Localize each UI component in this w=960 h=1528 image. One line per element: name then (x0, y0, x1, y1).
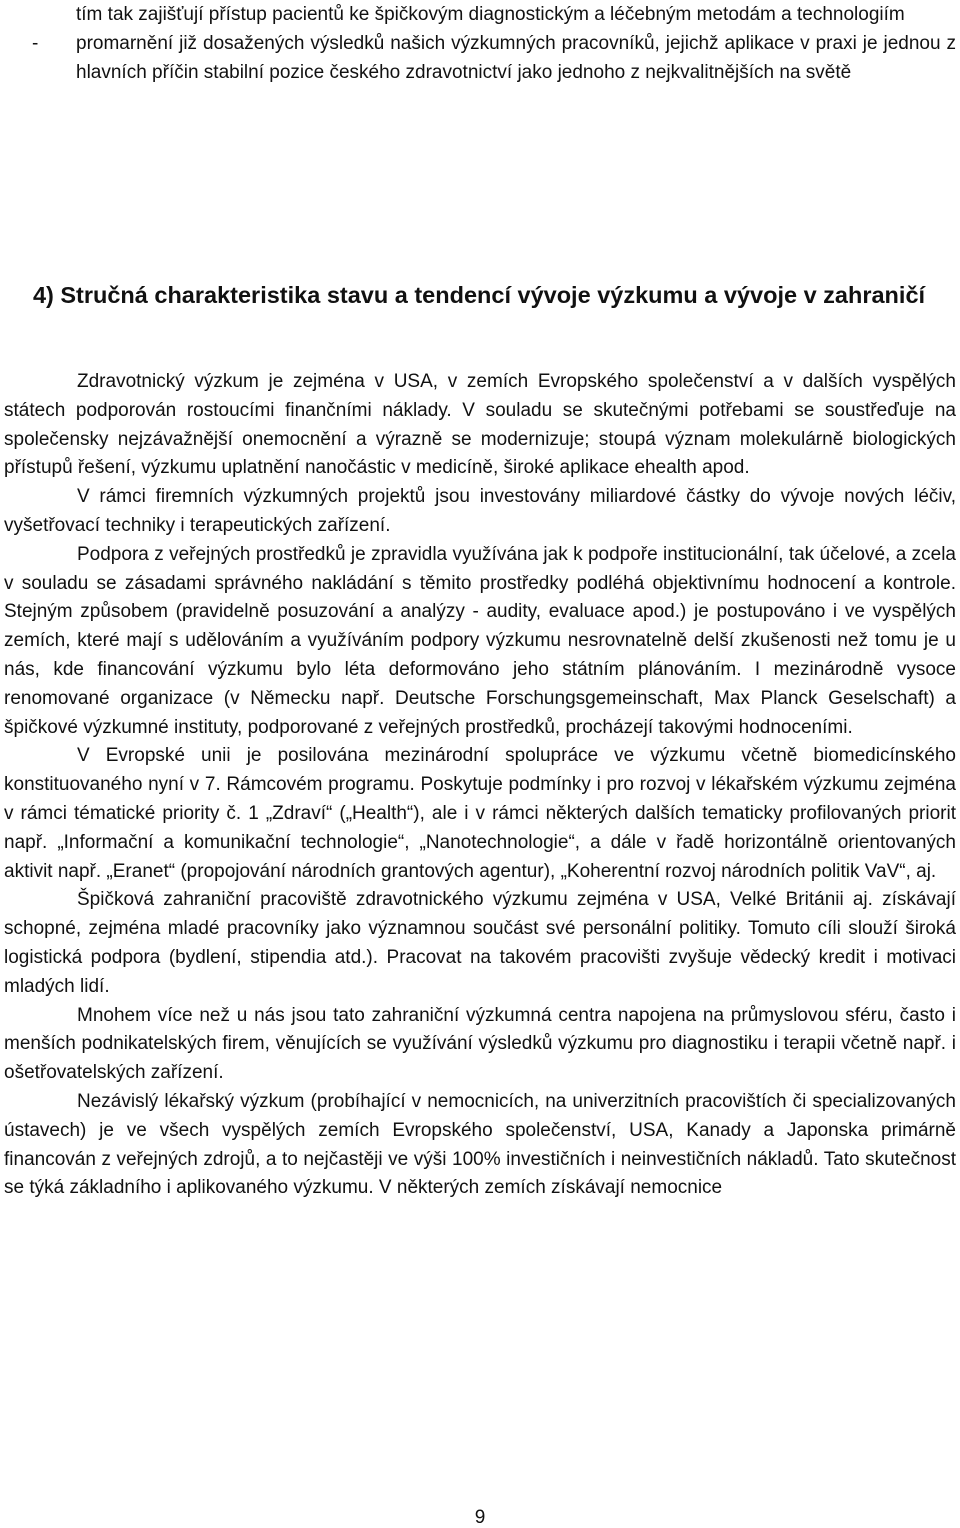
paragraph-6: Mnohem více než u nás jsou tato zahraniční výzkumná centra napojena na průmyslovou sféru, často i menších podnikatelských firem, věnujících se využívání výsledků výzkumu pro diagnostiku i terapii včetně např. i ošetřovatelských zařízení. (4, 1004, 956, 1084)
list-item-text: promarnění již dosažených výsledků našich výzkumných pracovníků, jejichž aplikace v praxi je jednou z hlavních příčin stabilní pozice českého zdravotnictví jako jednoho z nejkvalitnějších na světě (76, 33, 956, 84)
continued-list (32, 0, 956, 88)
list-dash: - (32, 33, 39, 55)
page-number: 9 (474, 1507, 486, 1528)
paragraph-4: V Evropské unii je posilována mezinárodní spolupráce ve výzkumu včetně biomedicínského konstituovaného nyní v 7. Rámcovém programu. Poskytuje podmínky i pro rozvoj v lékařském výzkumu zejména v rámci tématické priority č. 1 „Zdraví“ („Health“), ale i v rámci některých dalších tematicky profilovaných priorit např. „Informační a komunikační technologie“, „Nanotechnologie“, a dále v řadě horizontálně orientovaných aktivit např. „Eranet“ (propojování národních grantových agentur), „Koherentní rozvoj národních politik VaV“, aj. (4, 745, 956, 882)
section-body (4, 368, 956, 1203)
list-item-continuation: tím tak zajišťují přístup pacientů ke špičkovým diagnostickým a léčebným metodám a technologiím (76, 4, 905, 25)
paragraph-2: V rámci firemních výzkumných projektů jsou investovány miliardové částky do vývoje nových léčiv, vyšetřovací techniky i terapeutických zařízení. (4, 486, 956, 536)
section-heading: 4) Stručná charakteristika stavu a tendencí vývoje výzkumu a vývoje v zahraničí (32, 282, 926, 308)
list-item (32, 29, 956, 87)
paragraph-1: Zdravotnický výzkum je zejména v USA, v zemích Evropského společenství a v dalších vyspělých státech podporován rostoucími finančními náklady. V souladu se skutečnými potřebami se soustřeďuje na společensky nejzávažnější onemocnění a výrazně se modernizuje; stoupá význam molekulárně biologických přístupů řešení, výzkumu uplatnění nanočástic v medicíně, široké aplikace ehealth apod. (4, 371, 956, 479)
paragraph-3: Podpora z veřejných prostředků je zpravidla využívána jak k podpoře institucionální, tak účelové, a zcela v souladu se zásadami správného nakládání s těmito prostředky podléhá objektivnímu hodnocení a kontrole. Stejným způsobem (pravidelně posuzování a analýzy - audity, evaluace apod.) je postupováno i ve vyspělých zemích, které mají s udělováním a využíváním podpory výzkumu nesrovnatelně delší zkušenosti než tomu je u nás, kde financování výzkumu bylo léta deformováno jeho státním plánováním. I mezinárodně vysoce renomované organizace (v Německu např. Deutsche Forschungsgemeinschaft, Max Planck Geselschaft) a špičkové výzkumné instituty, podporované z veřejných prostředků, procházejí takovými hodnoceními. (4, 543, 956, 738)
paragraph-5: Špičková zahraniční pracoviště zdravotnického výzkumu zejména v USA, Velké Británii aj. získávají schopné, zejména mladé pracovníky jako významnou součást své personální politiky. Tomuto cíli slouží široká logistická podpora (bydlení, stipendia atd.). Pracovat na takovém pracovišti zvyšuje vědecký kredit i motivaci mladých lidí. (4, 889, 956, 997)
paragraph-7: Nezávislý lékařský výzkum (probíhající v nemocnicích, na univerzitních pracovištích či specializovaných ústavech) je ve všech vyspělých zemích Evropského společenství, USA, Kanady a Japonska primárně financován z veřejných zdrojů, a to nejčastěji ve výši 100% investičních i neinvestičních nákladů. Tato skutečnost se týká základního i aplikovaného výzkumu. V některých zemích získávají nemocnice (4, 1090, 956, 1199)
